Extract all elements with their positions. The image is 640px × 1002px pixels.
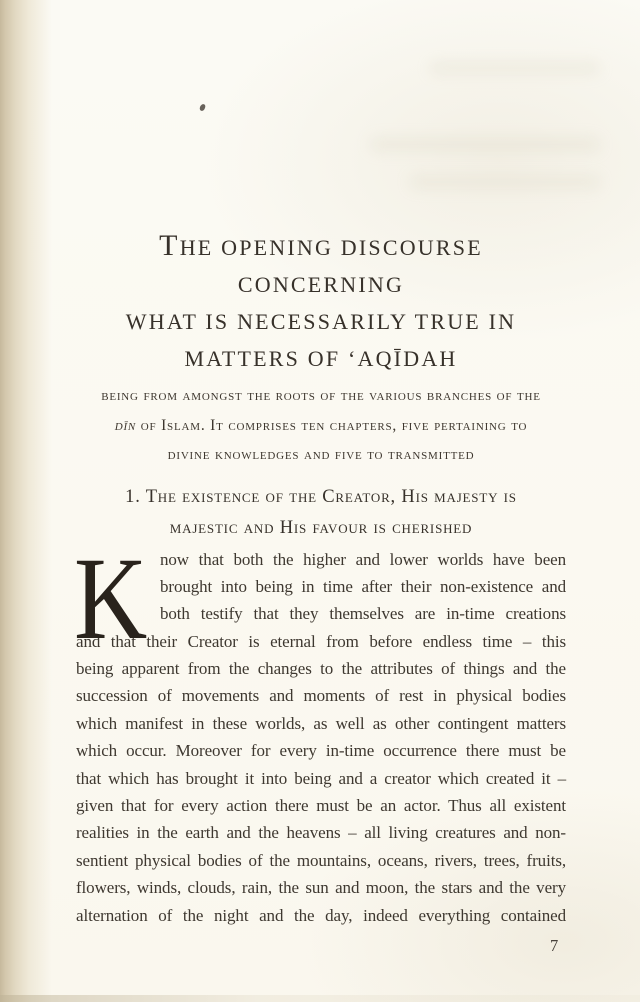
body-paragraph — [74, 532, 566, 929]
page-title — [76, 227, 566, 377]
page-bottom-edge — [0, 995, 640, 1002]
spine-shadow — [0, 0, 52, 1002]
page-content — [76, 0, 566, 929]
dropcap-letter: K — [74, 532, 148, 664]
title-line-2: WHAT IS NECESSARILY TRUE IN — [125, 309, 517, 334]
body-line: both testify that they themselves are in-time creations — [160, 604, 566, 624]
body-line: sentient physical bodies of the mountains, oceans, rivers, trees, fruits, — [76, 850, 566, 870]
foreign-term-din: dīn — [114, 416, 137, 434]
body-line: which manifest in these worlds, as well as other contingent matters — [76, 713, 566, 733]
body-line: being apparent from the changes to the attributes of things and the — [76, 659, 566, 679]
subtitle-line-3: divine knowledges and five to transmitted — [167, 446, 475, 463]
title-subtitle — [76, 381, 566, 470]
body-line: that which has brought it into being and a creator which created it – — [76, 768, 566, 788]
section-heading-line-2: majestic and His favour is cherished — [169, 517, 473, 538]
title-line-3: MATTERS OF ‘AQĪDAH — [184, 346, 458, 371]
title-line-1 — [76, 227, 566, 303]
body-line: given that for every action there must be an actor. Thus all existent — [76, 796, 566, 816]
title-line-1-text: HE OPENING DISCOURSE CONCERNING — [179, 235, 483, 297]
body-line: and that their Creator is eternal from before endless time – this — [76, 631, 566, 651]
body-line: flowers, winds, clouds, rain, the sun and moon, the stars and the very — [76, 878, 566, 898]
body-line: realities in the earth and the heavens – all living creatures and non- — [76, 823, 566, 843]
subtitle-line-2-text: of Islam. It comprises ten chapters, five pertaining to — [136, 416, 528, 434]
page-number: 7 — [550, 936, 559, 955]
title-initial-letter: T — [159, 229, 180, 262]
body-line: now that both the higher and lower worlds have been — [160, 549, 566, 569]
section-heading — [76, 482, 566, 544]
body-line: alternation of the night and the day, indeed everything contained — [76, 905, 566, 925]
subtitle-line-1: being from amongst the roots of the various branches of the — [101, 387, 541, 404]
body-line: which occur. Moreover for every in-time occurrence there must be — [76, 741, 566, 761]
body-line: succession of movements and moments of rest in physical bodies — [76, 686, 566, 706]
body-line: brought into being in time after their non-existence and — [160, 576, 566, 596]
subtitle-line-2 — [76, 411, 566, 441]
section-heading-line-1: 1. The existence of the Creator, His majesty is — [125, 486, 517, 507]
